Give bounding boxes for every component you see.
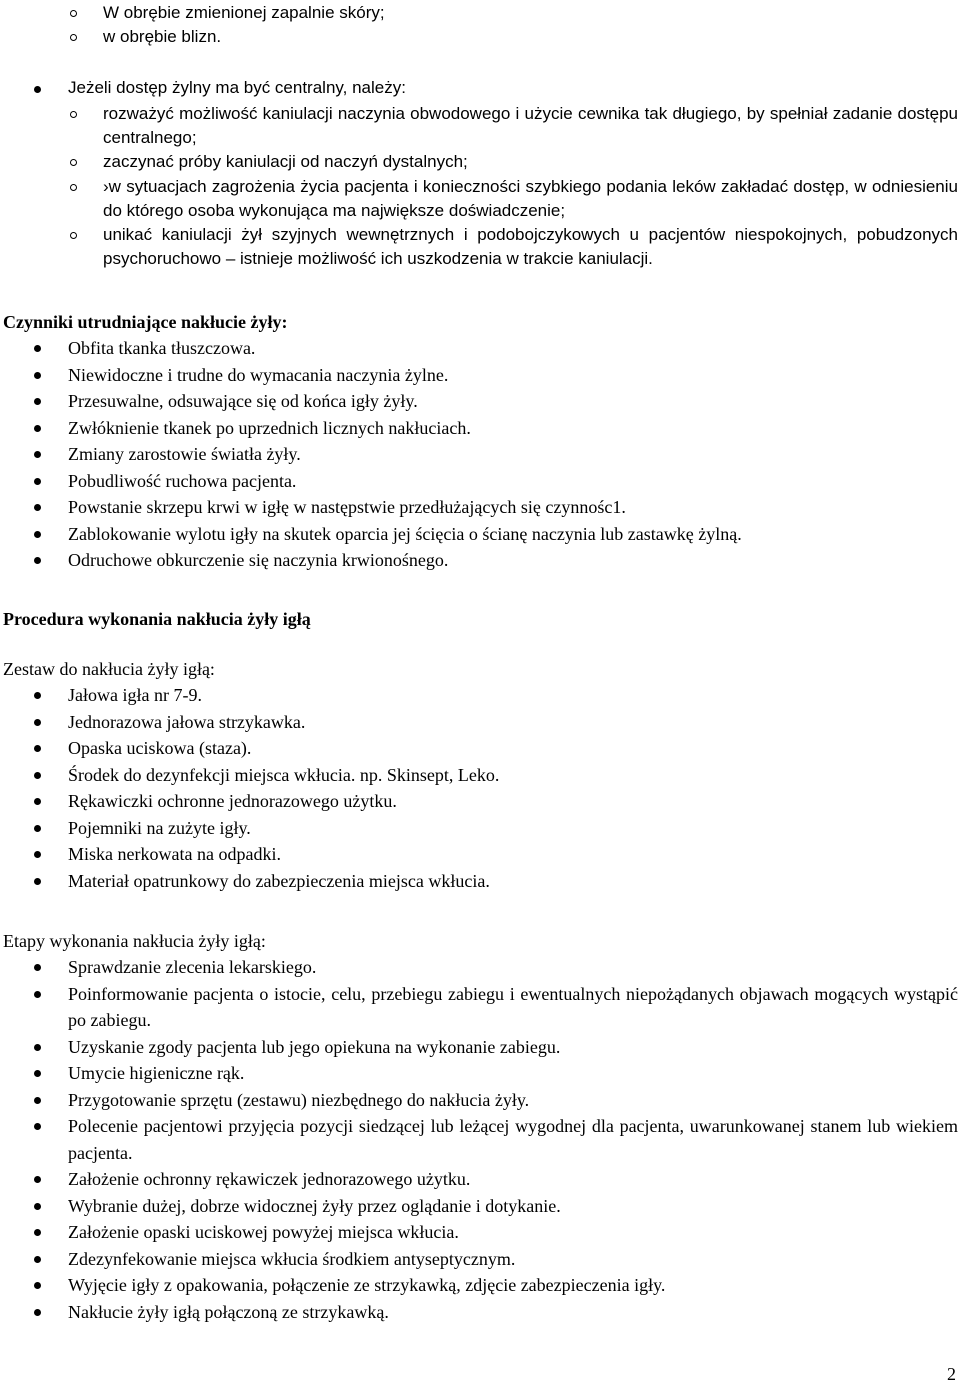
list-item: Materiał opatrunkowy do zabezpieczenia miejsca wkłucia.: [0, 868, 960, 895]
top-sub-list: [0, 1, 960, 49]
list-item: Zdezynfekowanie miejsca wkłucia środkiem antyseptycznym.: [0, 1246, 960, 1273]
list-item: Sprawdzanie zlecenia lekarskiego.: [0, 954, 960, 981]
list-item: Odruchowe obkurczenie się naczynia krwionośnego.: [0, 547, 960, 574]
list-item: Umycie higieniczne rąk.: [0, 1060, 960, 1087]
list-item: Jałowa igła nr 7-9.: [0, 682, 960, 709]
list-item: Środek do dezynfekcji miejsca wkłucia. np. Skinsept, Leko.: [0, 762, 960, 789]
kit-section: [0, 656, 960, 894]
list-item: Zwłóknienie tkanek po uprzednich licznych nakłuciach.: [0, 415, 960, 442]
list-item: Przesuwalne, odsuwające się od końca igły żyły.: [0, 388, 960, 415]
central-access-sub-list: [0, 102, 960, 271]
steps-list: [0, 954, 960, 1325]
list-item: Niewidoczne i trudne do wymacania naczynia żylne.: [0, 362, 960, 389]
procedure-title: Procedura wykonania nakłucia żyły igłą: [3, 609, 311, 629]
list-item: Przygotowanie sprzętu (zestawu) niezbędnego do nakłucia żyły.: [0, 1087, 960, 1114]
kit-heading: Zestaw do nakłucia żyły igłą:: [3, 659, 215, 679]
list-item: Jednorazowa jałowa strzykawka.: [0, 709, 960, 736]
sub-list-item: ›w sytuacjach zagrożenia życia pacjenta i konieczności szybkiego podania leków zakładać dostęp, w odniesieniu do którego osoba wykonująca ma największe doświadczenie;: [0, 175, 960, 223]
sub-list-item: zaczynać próby kaniulacji od naczyń dystalnych;: [0, 150, 960, 174]
sub-list-item: rozważyć możliwość kaniulacji naczynia obwodowego i użycie cewnika tak długiego, by spełniał zadanie dostępu centralnego;: [0, 102, 960, 150]
sub-list-item: unikać kaniulacji żył szyjnych wewnętrznych i podobojczykowych u pacjentów niespokojnych, pobudzonych psychoruchowo – istnieje możliwość ich uszkodzenia w trakcie kaniulacji.: [0, 223, 960, 271]
list-item: Zablokowanie wylotu igły na skutek oparcia jej ścięcia o ścianę naczynia lub zastawkę żylną.: [0, 521, 960, 548]
list-item: Zmiany zarostowie światła żyły.: [0, 441, 960, 468]
sub-list-item: W obrębie zmienionej zapalnie skóry;: [0, 1, 960, 25]
list-item: Polecenie pacjentowi przyjęcia pozycji siedzącej lub leżącej wygodnej dla pacjenta, uwarunkowanej stanem lub wiekiem pacjenta.: [0, 1113, 960, 1166]
list-item: Opaska uciskowa (staza).: [0, 735, 960, 762]
sub-list-item: w obrębie blizn.: [0, 25, 960, 49]
central-access-lead-list: [0, 76, 960, 100]
list-item: Pobudliwość ruchowa pacjenta.: [0, 468, 960, 495]
steps-heading: Etapy wykonania nakłucia żyły igłą:: [3, 931, 266, 951]
list-item: Wybranie dużej, dobrze widocznej żyły przez oglądanie i dotykanie.: [0, 1193, 960, 1220]
difficulties-section: [0, 309, 960, 574]
list-item: Rękawiczki ochronne jednorazowego użytku.: [0, 788, 960, 815]
list-item: Założenie ochronny rękawiczek jednorazowego użytku.: [0, 1166, 960, 1193]
steps-section: [0, 928, 960, 1325]
list-item: Pojemniki na zużyte igły.: [0, 815, 960, 842]
difficulties-heading: Czynniki utrudniające nakłucie żyły:: [3, 312, 288, 332]
list-item: Obfita tkanka tłuszczowa.: [0, 335, 960, 362]
list-item: Uzyskanie zgody pacjenta lub jego opiekuna na wykonanie zabiegu.: [0, 1034, 960, 1061]
page-number: 2: [947, 1364, 956, 1384]
list-item: Poinformowanie pacjenta o istocie, celu, przebiegu zabiegu i ewentualnych niepożądanych objawach mogących wystąpić po zabiegu.: [0, 981, 960, 1034]
list-item: Powstanie skrzepu krwi w igłę w następstwie przedłużających się czynnośc1.: [0, 494, 960, 521]
list-item: Wyjęcie igły z opakowania, połączenie ze strzykawką, zdjęcie zabezpieczenia igły.: [0, 1272, 960, 1299]
list-item: Nakłucie żyły igłą połączoną ze strzykawką.: [0, 1299, 960, 1326]
central-access-lead: Jeżeli dostęp żylny ma być centralny, należy:: [0, 76, 960, 100]
difficulties-list: [0, 335, 960, 574]
kit-list: [0, 682, 960, 894]
list-item: Miska nerkowata na odpadki.: [0, 841, 960, 868]
central-access-section: [0, 76, 960, 271]
list-item: Założenie opaski uciskowej powyżej miejsca wkłucia.: [0, 1219, 960, 1246]
